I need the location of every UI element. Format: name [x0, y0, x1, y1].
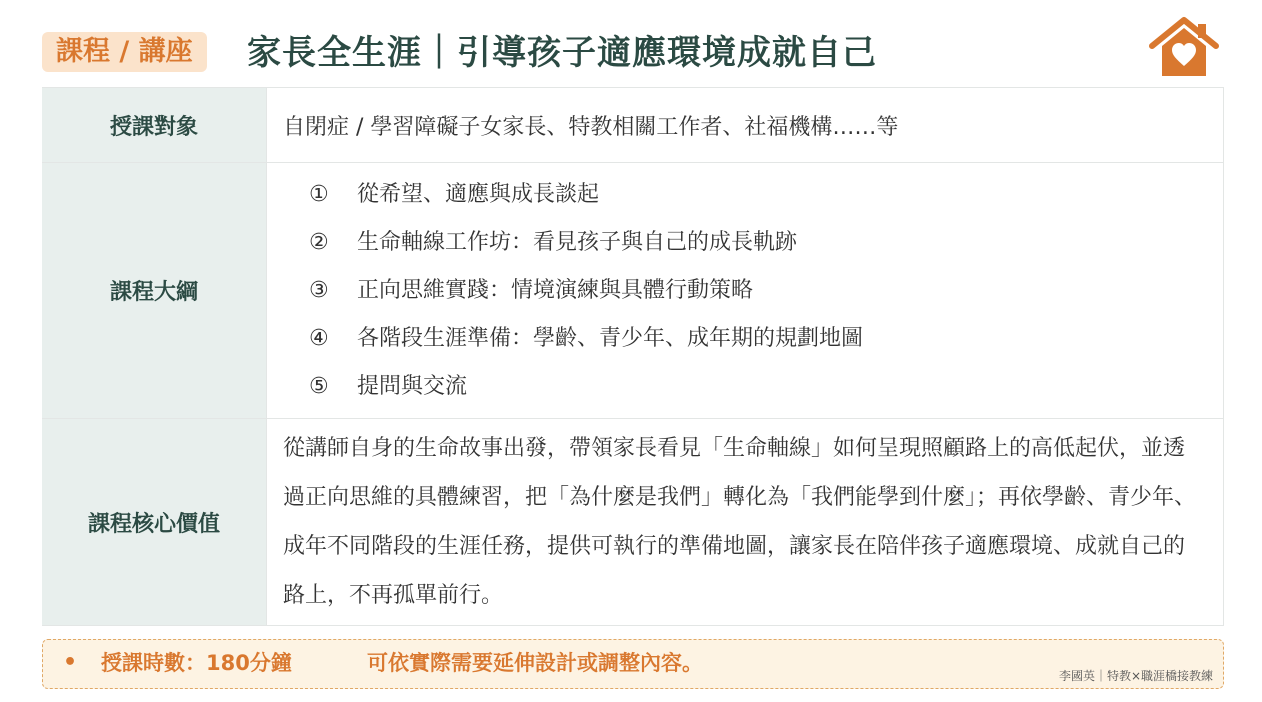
table-row-core-value	[42, 419, 1224, 626]
course-note: 可依實際需要延伸設計或調整內容。	[367, 651, 703, 675]
page-title: 家長全生涯｜引導孩子適應環境成就自己	[247, 33, 877, 73]
list-item	[309, 267, 1199, 315]
outline-number: ④	[309, 325, 329, 351]
core-value-content	[267, 419, 1224, 626]
outline-number: ②	[309, 229, 329, 255]
table-row-audience	[42, 88, 1224, 163]
outline-text: 生命軸線工作坊：看見孩子與自己的成長軌跡	[357, 229, 798, 255]
outline-text: 從希望、適應與成長談起	[357, 181, 600, 207]
outline-text: 正向思維實踐：情境演練與具體行動策略	[357, 277, 754, 303]
core-value-label: 課程核心價值	[42, 419, 267, 626]
core-value-text: 從講師自身的生命故事出發，帶領家長看見「生命軸線」如何呈現照顧路上的高低起伏，並透過正向思維的具體練習，把「為什麼是我們」轉化為「我們能學到什麼」；再依學齡、青少年、成年不同階段的生涯任務，提供可執行的準備地圖，讓家長在陪伴孩子適應環境、成就自己的路上，不再孤單前行。	[283, 436, 1197, 608]
bullet-icon: •	[63, 650, 78, 675]
outline-number: ⑤	[309, 373, 329, 399]
list-item	[309, 219, 1199, 267]
course-hours: 授課時數：180分鐘	[101, 651, 292, 675]
outline-label: 課程大綱	[42, 163, 267, 419]
list-item	[309, 171, 1199, 219]
home-heart-icon	[1148, 16, 1220, 78]
audience-label: 授課對象	[42, 88, 267, 163]
table-row-outline	[42, 163, 1224, 419]
list-item	[309, 363, 1199, 411]
outline-number: ③	[309, 277, 329, 303]
category-tag: 課程 / 講座	[42, 32, 207, 72]
author-credit: 李國英｜特教×職涯橋接教練	[1058, 669, 1213, 683]
outline-list	[283, 171, 1199, 411]
outline-content	[267, 163, 1224, 419]
outline-text: 各階段生涯準備：學齡、青少年、成年期的規劃地圖	[357, 325, 864, 351]
outline-text: 提問與交流	[357, 373, 468, 399]
footer-bar	[42, 639, 1224, 689]
course-info-table	[42, 87, 1224, 626]
outline-number: ①	[309, 181, 329, 207]
list-item	[309, 315, 1199, 363]
header	[42, 28, 1222, 78]
audience-value: 自閉症 / 學習障礙子女家長、特教相關工作者、社福機構……等	[267, 88, 1224, 163]
